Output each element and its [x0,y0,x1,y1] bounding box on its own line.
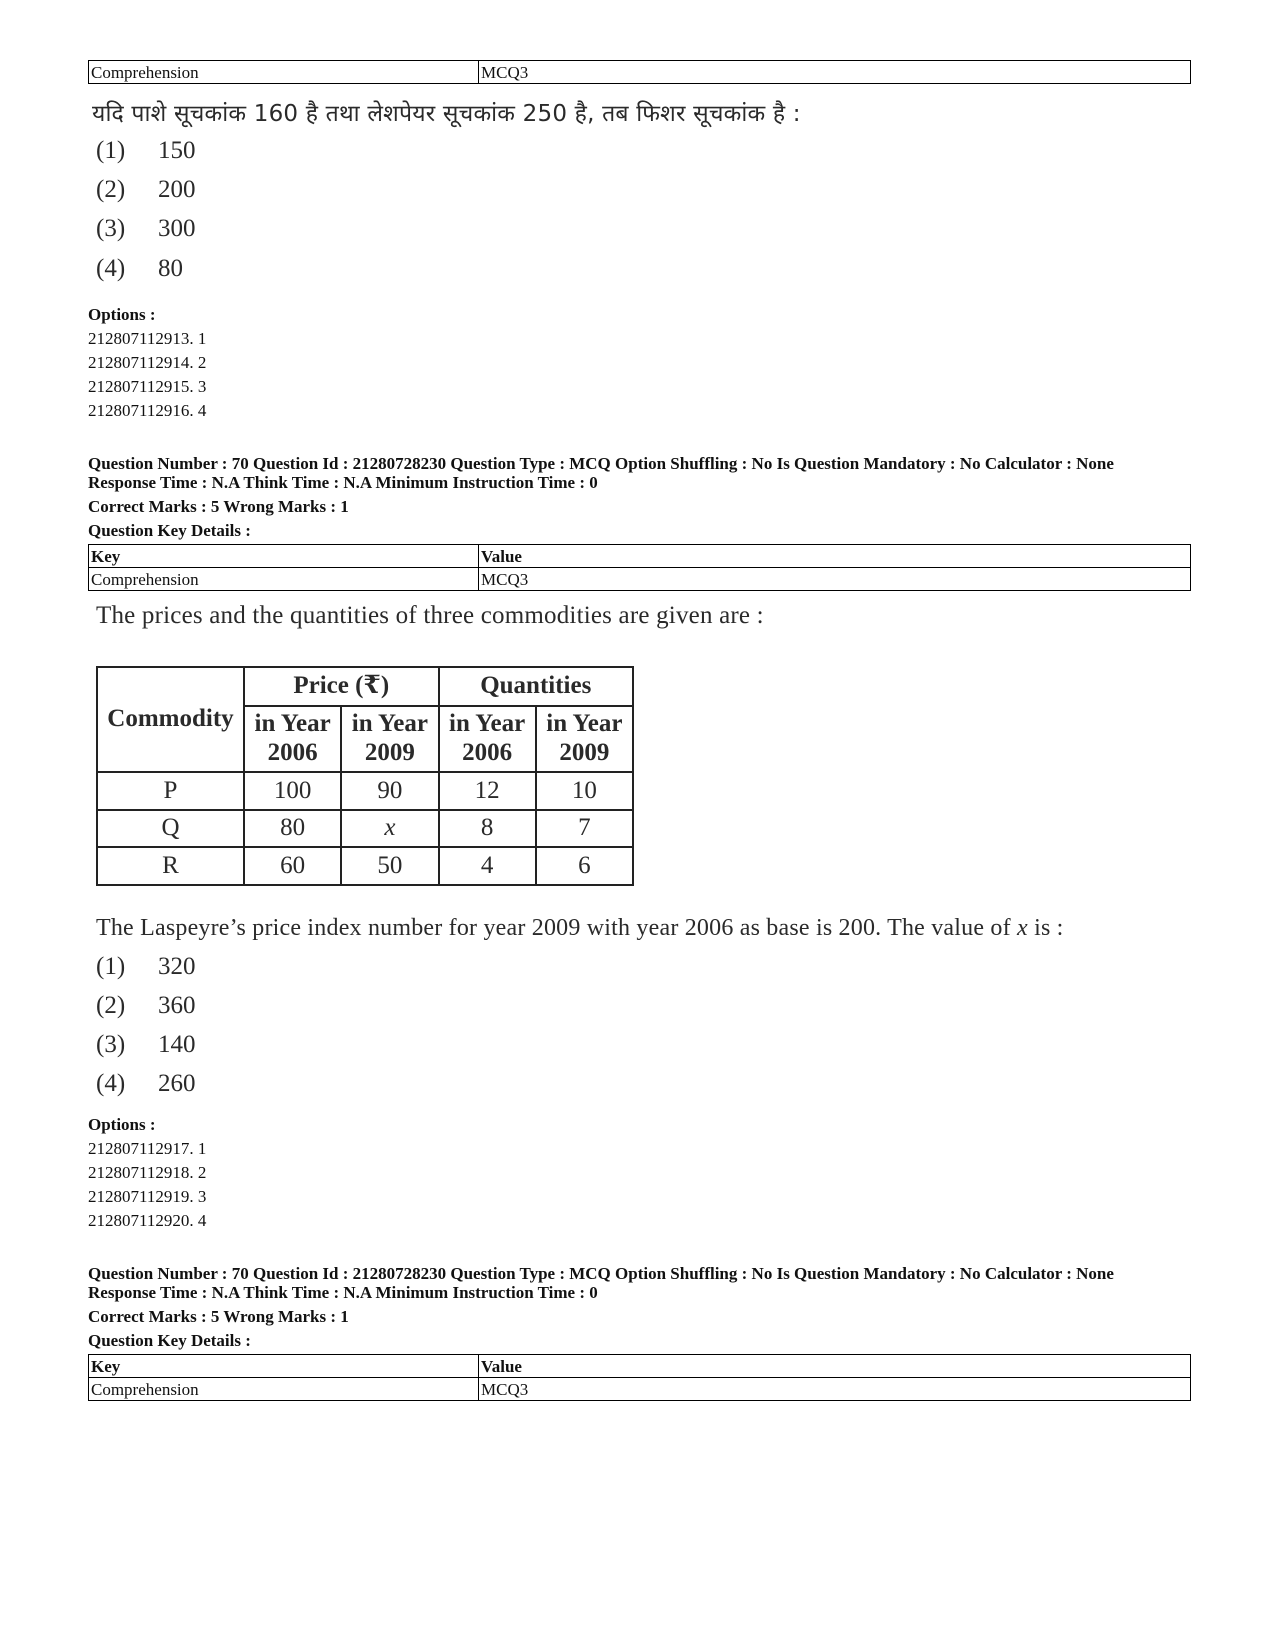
year-label: in Year [351,710,428,738]
choice-value: 80 [158,255,183,282]
year-label: in Year [449,710,526,738]
commodity-name: R [97,847,244,885]
table-cell: 50 [341,847,438,885]
options-label: Options : [88,1115,156,1134]
choice-value: 320 [158,953,196,980]
table-cell: 7 [536,810,633,848]
table-header-row [89,1355,1191,1378]
year-label: in Year [254,710,331,738]
top-key-value-table [88,60,1191,84]
choice-value: 140 [158,1031,196,1058]
variable-x: x [1017,915,1028,941]
option-id: 212807112919. 3 [88,1187,207,1206]
table-cell: 12 [439,772,536,810]
table-header-row [89,545,1191,568]
question-text-part: The Laspeyre’s price index number for year 2009 with year 2006 as base is 200. The value of [96,915,1018,941]
option-id: 212807112917. 1 [88,1139,207,1158]
question-a-choice-2 [96,176,196,204]
table-cell: 100 [244,772,341,810]
question-timing-line: Response Time : N.A Think Time : N.A Minimum Instruction Time : 0 [88,1283,598,1302]
key-header: Key [89,1355,479,1378]
value-cell: MCQ3 [479,61,1191,84]
commodity-name: Q [97,810,244,848]
table-cell: 4 [439,847,536,885]
key-cell: Comprehension [89,1378,479,1401]
choice-number: (4) [96,1070,126,1097]
choice-number: (4) [96,255,126,282]
table-cell: 8 [439,810,536,848]
choice-number: (3) [96,1031,126,1058]
marks-line: Correct Marks : 5 Wrong Marks : 1 [88,497,349,516]
option-id: 212807112916. 4 [88,401,207,420]
year-header [536,706,633,773]
option-id: 212807112914. 2 [88,353,207,372]
year-value: 2006 [462,738,513,766]
question-b-choice-4 [96,1070,196,1098]
price-header: Price (₹) [244,667,439,706]
year-header [244,706,341,773]
commodity-table [96,666,634,886]
table-row [97,772,633,810]
choice-number: (1) [96,953,126,980]
key-details-label: Question Key Details : [88,1331,251,1350]
table-cell: 10 [536,772,633,810]
question-b-choice-1 [96,953,196,981]
year-header [439,706,536,773]
table-row [97,847,633,885]
key-cell: Comprehension [89,568,479,591]
commodity-name: P [97,772,244,810]
table-cell: 6 [536,847,633,885]
year-value: 2009 [559,738,610,766]
question-b-intro: The prices and the quantities of three commodities are given are : [96,602,764,629]
option-id: 212807112913. 1 [88,329,207,348]
table-row [89,1378,1191,1401]
value-header: Value [479,545,1191,568]
year-label: in Year [546,710,623,738]
choice-number: (3) [96,215,126,242]
value-cell: MCQ3 [479,568,1191,591]
choice-number: (2) [96,176,126,203]
key-header: Key [89,545,479,568]
table-cell: 90 [341,772,438,810]
choice-value: 150 [158,137,196,164]
table-row [89,61,1191,84]
value-cell: MCQ3 [479,1378,1191,1401]
question-key-table [88,1354,1191,1401]
marks-line: Correct Marks : 5 Wrong Marks : 1 [88,1307,349,1326]
table-cell: 60 [244,847,341,885]
choice-number: (2) [96,992,126,1019]
value-header: Value [479,1355,1191,1378]
quantity-header: Quantities [439,667,634,706]
choice-value: 260 [158,1070,196,1097]
question-meta-line: Question Number : 70 Question Id : 21280728230 Question Type : MCQ Option Shuffling : No Is Question Mandatory : No Calculator : None [88,1264,1114,1283]
question-b-choice-2 [96,992,196,1020]
option-id: 212807112920. 4 [88,1211,207,1230]
table-row [89,568,1191,591]
key-cell: Comprehension [89,61,479,84]
table-cell: x [341,810,438,848]
question-b-choice-3 [96,1031,196,1059]
table-cell: 80 [244,810,341,848]
key-details-label: Question Key Details : [88,521,251,540]
question-text-part: is : [1027,915,1064,941]
year-value: 2009 [364,738,415,766]
question-key-table [88,544,1191,591]
question-timing-line: Response Time : N.A Think Time : N.A Minimum Instruction Time : 0 [88,473,598,492]
year-value: 2006 [267,738,318,766]
question-a-choice-3 [96,215,196,243]
question-a-choice-4 [96,255,183,283]
question-a-text: यदि पाशे सूचकांक 160 है तथा लेशपेयर सूचकांक 250 है, तब फिशर सूचकांक है : [92,101,801,127]
options-label: Options : [88,305,156,324]
table-row [97,810,633,848]
commodity-header: Commodity [97,667,244,772]
choice-value: 360 [158,992,196,1019]
choice-value: 300 [158,215,196,242]
question-a-choice-1 [96,137,196,165]
choice-number: (1) [96,137,126,164]
option-id: 212807112915. 3 [88,377,207,396]
question-b-text [96,915,1064,942]
question-meta-line: Question Number : 70 Question Id : 21280728230 Question Type : MCQ Option Shuffling : No Is Question Mandatory : No Calculator : None [88,454,1114,473]
table-header-row [97,667,633,706]
option-id: 212807112918. 2 [88,1163,207,1182]
choice-value: 200 [158,176,196,203]
year-header [341,706,438,773]
